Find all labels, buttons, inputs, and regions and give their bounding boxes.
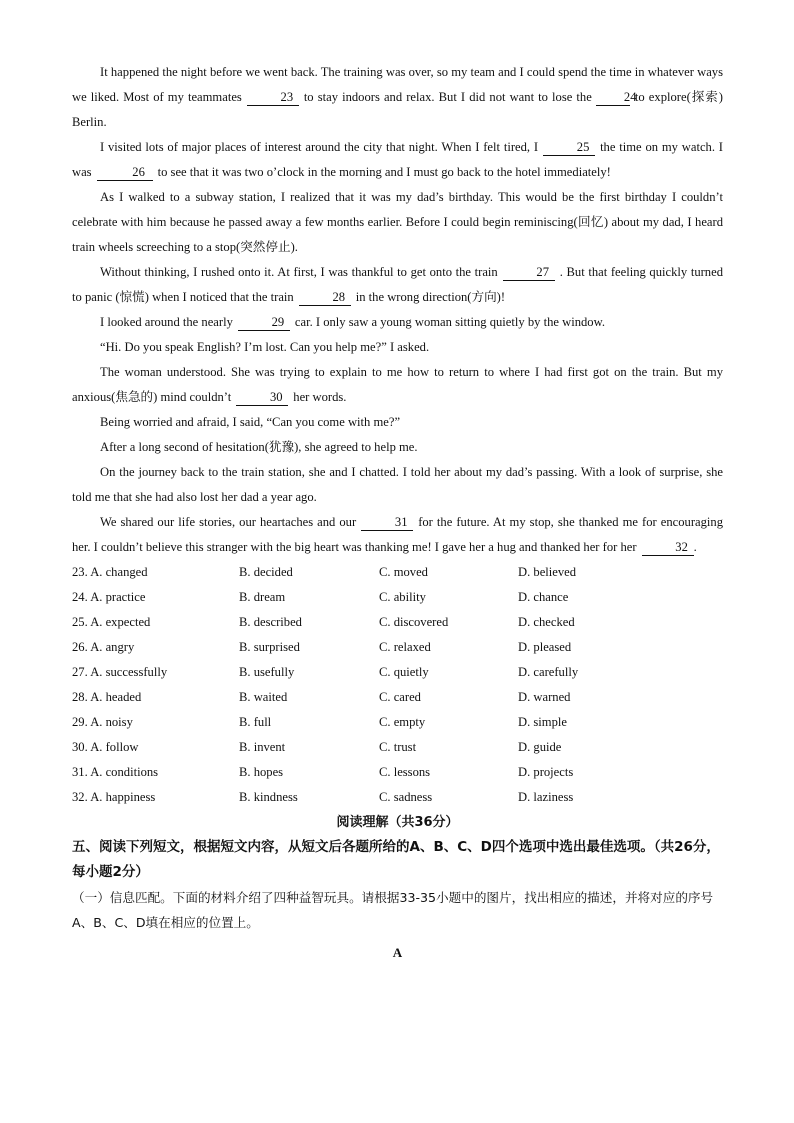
section-title: 阅读理解（共36分） <box>336 815 459 830</box>
option-d: D. carefully <box>518 665 579 679</box>
option-c: C. moved <box>379 565 428 579</box>
option-b: B. full <box>239 715 272 729</box>
text: . <box>693 540 697 554</box>
paragraph-10: On the journey back to the train station, she and I chatted. I told her about my dad’s passing. With a look of surprise, she told me that she had also lost her dad a year ago. <box>72 465 723 504</box>
option-c: C. discovered <box>379 615 449 629</box>
option-a: 31. A. conditions <box>72 765 159 779</box>
part-1-instruction: （一）信息匹配。下面的材料介绍了四种益智玩具。请根据33-35小题中的图片，找出相应的描述，并将对应的序号A、B、C、D填在相应的位置上。 <box>72 890 714 930</box>
option-c: C. relaxed <box>379 640 431 654</box>
paragraph-1 <box>72 60 723 135</box>
paragraph-9: After a long second of hesitation(犹豫), she agreed to help me. <box>100 440 418 454</box>
text: The woman understood. She was trying to explain to me how to return to where I had first got on the train. But my anxious(焦急的) mind couldn’t <box>72 365 723 404</box>
text: the time on my watch. I was <box>72 140 723 179</box>
option-a: 30. A. follow <box>72 740 139 754</box>
option-c: C. empty <box>379 715 426 729</box>
option-d: D. warned <box>518 690 571 704</box>
option-a: 28. A. headed <box>72 690 142 704</box>
option-b: B. kindness <box>239 790 298 804</box>
option-row-24 <box>72 585 723 610</box>
document-page <box>72 60 723 965</box>
blank-30: 30 <box>236 390 288 406</box>
text: for the future. At my stop, she thanked me for encouraging her. I couldn’t believe this stranger with the big heart was thanking me! I gave her a hug and thanked her for her <box>72 515 724 554</box>
option-a: 25. A. expected <box>72 615 151 629</box>
text: We shared our life stories, our heartaches and our <box>100 515 357 529</box>
option-a: 23. A. changed <box>72 565 148 579</box>
option-row-30 <box>72 735 723 760</box>
option-a: 32. A. happiness <box>72 790 156 804</box>
text: to explore(探索) Berlin. <box>72 90 723 129</box>
option-b: B. waited <box>239 690 288 704</box>
option-row-29 <box>72 710 723 735</box>
blank-23: 23 <box>247 90 299 106</box>
option-d: D. checked <box>518 615 575 629</box>
option-a: 29. A. noisy <box>72 715 133 729</box>
blank-24: 24 <box>596 90 630 106</box>
text: in the wrong direction(方向)! <box>355 290 506 304</box>
option-d: D. guide <box>518 740 562 754</box>
text: her words. <box>293 390 347 404</box>
option-d: D. pleased <box>518 640 572 654</box>
option-c: C. trust <box>379 740 417 754</box>
option-c: C. cared <box>379 690 421 704</box>
options-list <box>72 560 723 810</box>
option-b: B. invent <box>239 740 286 754</box>
option-b: B. described <box>239 615 302 629</box>
blank-32: 32 <box>642 540 694 556</box>
option-d: D. projects <box>518 765 574 779</box>
paragraph-8: Being worried and afraid, I said, “Can you come with me?” <box>100 415 401 429</box>
passage-letter-a: A <box>392 945 403 960</box>
option-b: B. surprised <box>239 640 300 654</box>
section-5-heading: 五、阅读下列短文，根据短文内容，从短文后各题所给的A、B、C、D四个选项中选出最佳选项。（共26分，每小题2分） <box>72 839 720 880</box>
paragraph-5 <box>72 310 723 335</box>
option-b: B. hopes <box>239 765 284 779</box>
option-d: D. laziness <box>518 790 574 804</box>
paragraph-4 <box>72 260 723 310</box>
option-a: 26. A. angry <box>72 640 135 654</box>
option-a: 24. A. practice <box>72 590 146 604</box>
option-row-25 <box>72 610 723 635</box>
blank-27: 27 <box>503 265 555 281</box>
text: car. I only saw a young woman sitting quietly by the window. <box>294 315 606 329</box>
option-c: C. quietly <box>379 665 429 679</box>
text: . But that feeling quickly turned to panic (惊慌) when I noticed that the train <box>72 265 723 304</box>
text: I visited lots of major places of interest around the city that night. When I felt tired, I <box>100 140 539 154</box>
option-d: D. chance <box>518 590 569 604</box>
option-c: C. ability <box>379 590 426 604</box>
option-b: B. dream <box>239 590 286 604</box>
option-row-23 <box>72 560 723 585</box>
blank-28: 28 <box>299 290 351 306</box>
paragraph-6: “Hi. Do you speak English? I’m lost. Can you help me?” I asked. <box>100 340 430 354</box>
option-b: B. decided <box>239 565 293 579</box>
option-row-27 <box>72 660 723 685</box>
option-c: C. lessons <box>379 765 431 779</box>
paragraph-3: As I walked to a subway station, I realized that it was my dad’s birthday. This would be the first birthday I couldn’t celebrate with him because he passed away a few months earlier. Before I could begin reminiscing(回忆) about my dad, I heard train wheels screeching to a stop(突然停止). <box>72 190 723 254</box>
blank-29: 29 <box>238 315 290 331</box>
option-row-32 <box>72 785 723 810</box>
blank-31: 31 <box>361 515 413 531</box>
text: Without thinking, I rushed onto it. At first, I was thankful to get onto the train <box>100 265 498 279</box>
text: to stay indoors and relax. But I did not want to lose the <box>303 90 592 104</box>
paragraph-11 <box>72 510 723 560</box>
option-c: C. sadness <box>379 790 433 804</box>
text: It happened the night before we went back. The training was over, so my team and I could spend the time in whatever ways we liked. Most of my teammates <box>72 65 723 104</box>
paragraph-2 <box>72 135 723 185</box>
option-b: B. usefully <box>239 665 295 679</box>
text: I looked around the nearly <box>100 315 233 329</box>
blank-25: 25 <box>543 140 595 156</box>
option-row-31 <box>72 760 723 785</box>
option-d: D. believed <box>518 565 577 579</box>
paragraph-7 <box>72 360 723 410</box>
option-a: 27. A. successfully <box>72 665 168 679</box>
option-row-26 <box>72 635 723 660</box>
option-d: D. simple <box>518 715 567 729</box>
option-row-28 <box>72 685 723 710</box>
blank-26: 26 <box>97 165 153 181</box>
text: to see that it was two o’clock in the morning and I must go back to the hotel immediately! <box>157 165 611 179</box>
